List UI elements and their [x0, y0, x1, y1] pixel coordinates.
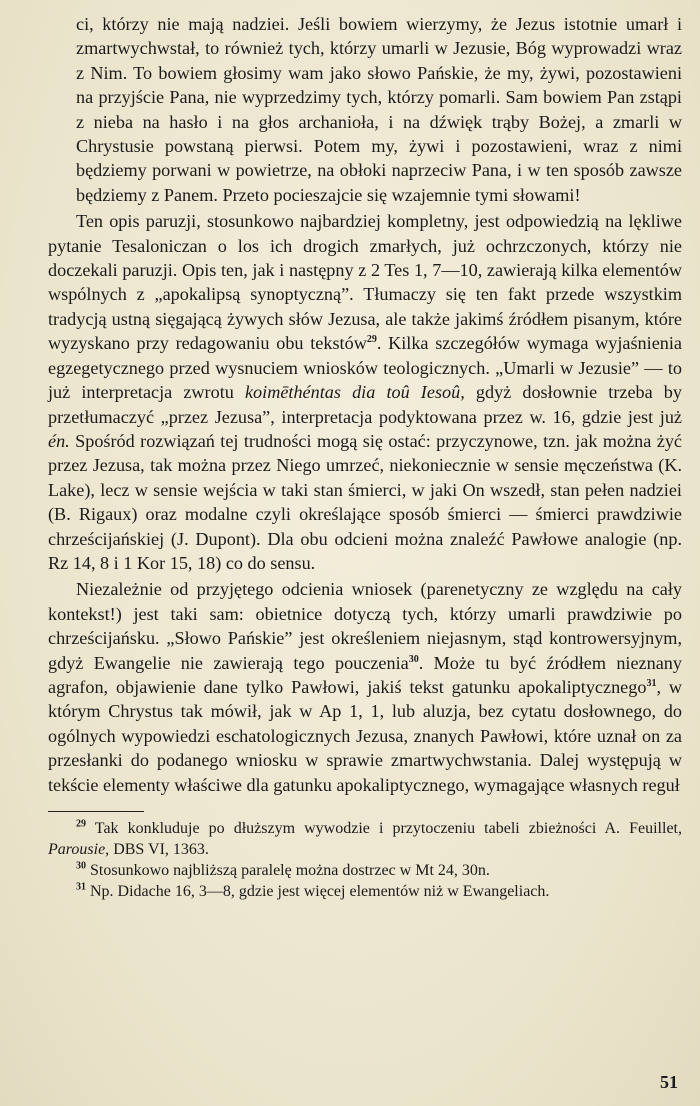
footnote-number: 29 [76, 818, 86, 830]
footnote-29 [48, 818, 682, 860]
footnote-text: Tak konkluduje po dłuższym wywodzie i przytoczeniu tabeli zbieżności A. Feuillet, [94, 820, 682, 837]
footnote-number: 31 [76, 881, 86, 893]
footnote-text: DBS VI, 1363. [109, 841, 209, 858]
scripture-quote [76, 12, 682, 207]
text-run: . Może tu być źródłem nieznany agrafon, objawienie dane tylko Pawłowi, jakiś tekst gatunku apokaliptycznego [48, 652, 682, 697]
greek-phrase: koimēthéntas dia toû Iesoû, [244, 382, 465, 403]
footnote-ref-29: 29 [366, 334, 377, 346]
text-run: Spośród rozwiązań tej trudności mogą się ostać: przyczynowe, tzn. jak można żyć przez Jezusa, tak można przez Niego umrzeć, niekoniecznie w sensie męczeństwa (K. Lake), lecz w sensie wejścia w taki stan śmierci, w jaki On wszedł, stan pełen nadziei (B. Rigaux) oraz modalne czyli określające sposób śmierci — śmierci prawdziwie chrześcijańskiej (J. Dupont). Dla obu odcieni można znaleźć Pawłowe analogie (np. Rz 14, 8 i 1 Kor 15, 18) co do sensu. [48, 430, 682, 573]
footnote-divider [48, 811, 144, 812]
text-run: Niezależnie od przyjętego odcienia wniosek (parenetyczny ze względu na cały kontekst!) jest taki sam: obietnice dotyczą tych, którzy umarli prawdziwie po chrześcijańsku. „Słowo Pańskie” jest określeniem niejasnym, stąd kontrowersyjnym, gdyż Ewangelie nie zawierają tego pouczenia [48, 579, 682, 673]
text-run: , w którym Chrystus tak mówił, jak w Ap 1, 1, lub aluzja, bez cytatu dosłownego, do ogólnych wypowiedzi eschatologicznych Jezusa, znanych Pawłowi, które uznał on za przesłanki do podanego wniosku w sprawie zmartwychwstania. Dalej występują w tekście elementy właściwe dla gatunku apokaliptycznego, wymagające własnych reguł [48, 676, 683, 795]
page-number: 51 [660, 1072, 678, 1092]
footnote-ref-31: 31 [646, 677, 657, 689]
text-run: gdyż dosłownie trzeba by przetłumaczyć „przez Jezusa”, interpretacja podyktowana przez w. 16, gdzie jest już [48, 382, 682, 427]
footnote-text: Stosunkowo najbliższą paralelę można dostrzec w Mt 24, 30n. [90, 862, 490, 879]
footnote-ref-30: 30 [408, 653, 419, 665]
text-run: Ten opis paruzji, stosunkowo najbardziej kompletny, jest odpowiedzią na lękliwe pytanie Tesaloniczan o los ich drogich zmarłych, już ochrzczonych, którzy nie doczekali paruzji. Opis ten, jak i następny z 2 Tes 1, 7—10, zawierają kilka elementów wspólnych z „apokalipsą synoptyczną”. Tłumaczy się ten fakt przede wszystkim tradycją ustną sięgającą żywych słów Jezusa, ale także jakimś źródłem pisanym, które wyzyskano przy redagowaniu obu tekstów [48, 211, 682, 354]
paragraph-parousia-description [48, 209, 682, 575]
footnote-title: Parousie, [48, 841, 110, 858]
footnote-30 [48, 860, 682, 881]
footnote-31 [48, 881, 682, 902]
greek-word: én. [48, 430, 70, 451]
paragraph-conclusion [48, 577, 682, 797]
footnote-number: 30 [76, 860, 86, 872]
quote-text: ci, którzy nie mają nadziei. Jeśli bowiem wierzymy, że Jezus istotnie umarł i zmartwychwstał, to również tych, którzy umarli w Jezusie, Bóg wyprowadzi wraz z Nim. To bowiem głosimy wam jako słowo Pańskie, że my, żywi, pozostawieni na przyjście Pana, nie wyprzedzimy tych, którzy pomarli. Sam bowiem Pan zstąpi z nieba na hasło i na głos archanioła, i na dźwięk trąby Bożej, a zmarli w Chrystusie powstaną pierwsi. Potem my, żywi i pozostawieni, wraz z nimi będziemy porwani w powietrze, na obłoki naprzeciw Pana, i w ten sposób zawsze będziemy z Panem. Przeto pocieszajcie się wzajemnie tymi słowami! [76, 14, 682, 205]
text-run: . Kilka szczegółów wymaga wyjaśnienia egzegetycznego przed wysnuciem wniosków teologicznych. „Umarli w Jezusie” — to już interpretacja zwrotu [48, 333, 682, 403]
footnote-text: Np. Didache 16, 3—8, gdzie jest więcej elementów niż w Ewangeliach. [90, 883, 550, 900]
